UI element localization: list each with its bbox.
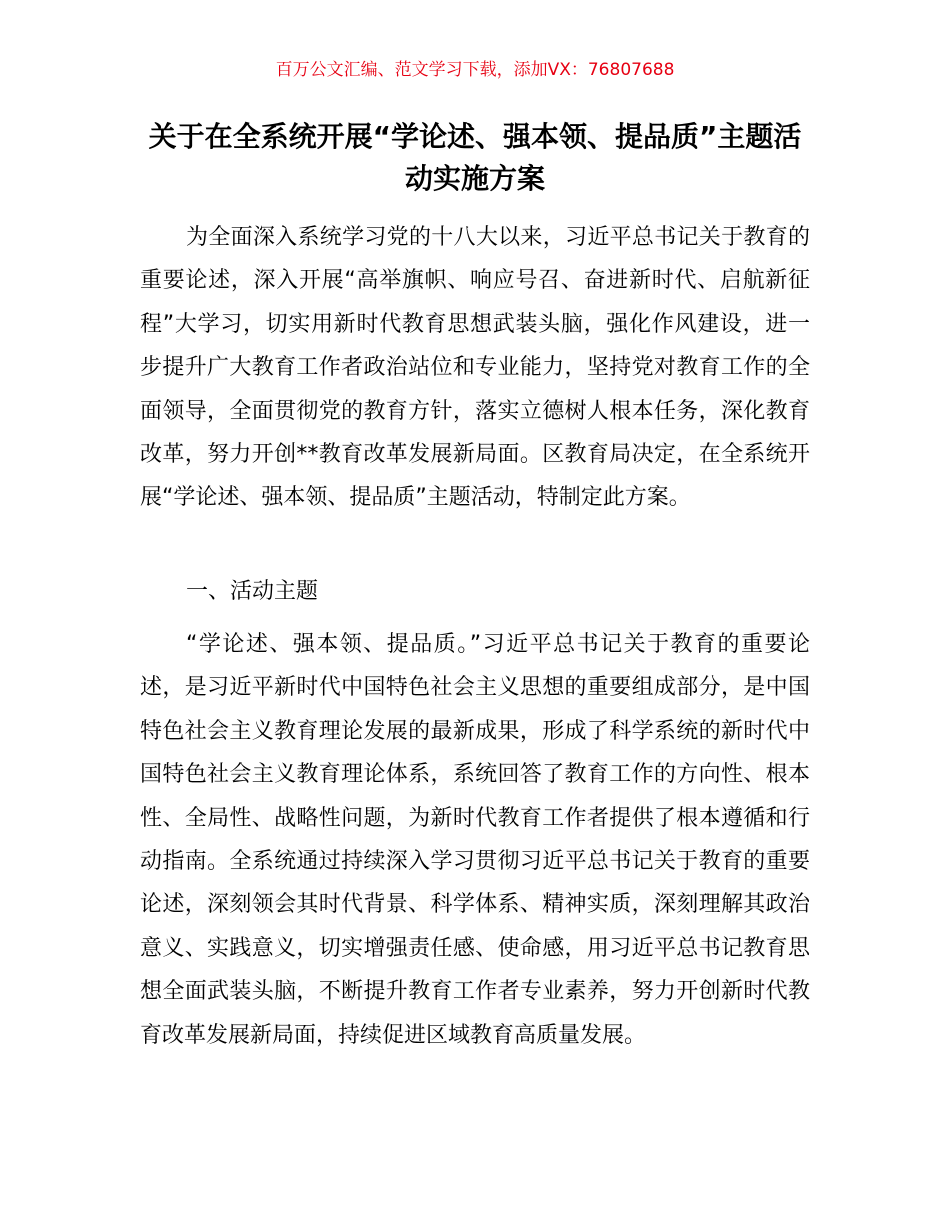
intro-paragraph: 为全面深入系统学习党的十八大以来，习近平总书记关于教育的重要论述，深入开展“高举旗帜、响应号召、奋进新时代、启航新征程”大学习，切实用新时代教育思想武装头脑，强化作风建设，进一步提升广大教育工作者政治站位和专业能力，坚持党对教育工作的全面领导，全面贯彻党的教育方针，落实立德树人根本任务，深化教育改革，努力开创**教育改革发展新局面。区教育局决定，在全系统开展“学论述、强本领、提品质”主题活动，特制定此方案。	[140, 225, 810, 511]
section-heading-activity-theme: 一、活动主题	[186, 579, 319, 604]
activity-theme-paragraph: “学论述、强本领、提品质。”习近平总书记关于教育的重要论述，是习近平新时代中国特色社会主义思想的重要组成部分，是中国特色社会主义教育理论发展的最新成果，形成了科学系统的新时代中国特色社会主义教育理论体系，系统回答了教育工作的方向性、根本性、全局性、战略性问题，为新时代教育工作者提供了根本遵循和行动指南。全系统通过持续深入学习贯彻习近平总书记关于教育的重要论述，深刻领会其时代背景、科学体系、精神实质，深刻理解其政治意义、实践意义，切实增强责任感、使命感，用习近平总书记教育思想全面武装头脑，不断提升教育工作者专业素养，努力开创新时代教育改革发展新局面，持续促进区域教育高质量发展。	[140, 632, 811, 1048]
document-title: 关于在全系统开展“学论述、强本领、提品质”主题活动实施方案	[148, 120, 802, 195]
header-notice: 百万公文汇编、范文学习下载，添加VX：76807688	[275, 60, 675, 80]
